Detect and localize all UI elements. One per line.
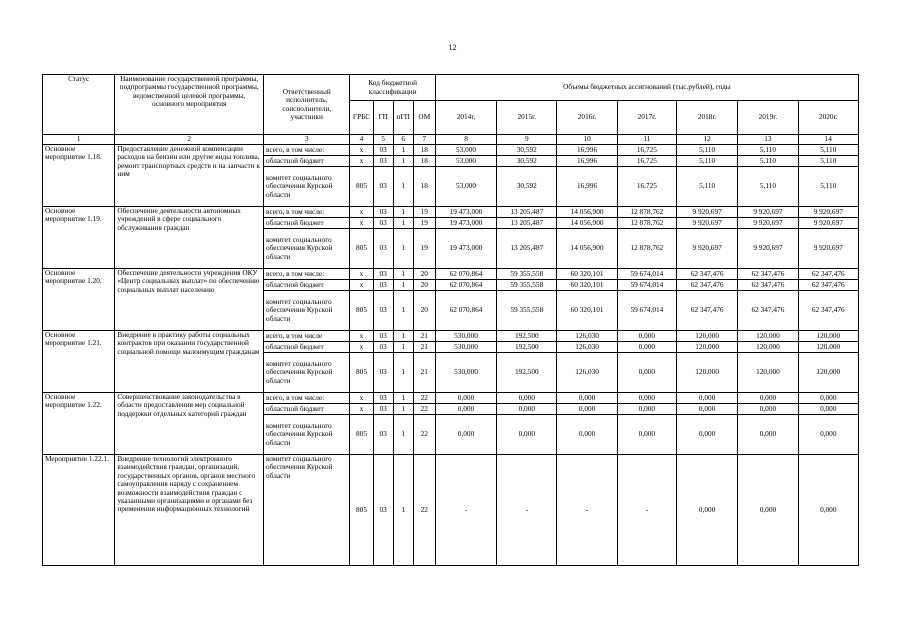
column-number: 10 xyxy=(557,135,617,145)
value-cell: 30,592 xyxy=(497,167,557,207)
code-cell: 20 xyxy=(413,269,435,280)
code-cell: 03 xyxy=(373,353,393,393)
value-cell: 53,000 xyxy=(435,167,496,207)
table-row xyxy=(43,269,859,280)
column-number-row xyxy=(43,135,859,145)
code-cell: 805 xyxy=(350,229,373,269)
code-cell: 03 xyxy=(373,415,393,455)
code-cell: 1 xyxy=(393,353,413,393)
status-cell: Основное мероприятие 1.22. xyxy=(43,393,115,455)
column-number: 8 xyxy=(435,135,496,145)
code-cell: 1 xyxy=(393,291,413,331)
value-cell: 120,000 xyxy=(798,342,858,353)
value-cell: 62 347,476 xyxy=(798,280,858,291)
code-cell: 03 xyxy=(373,207,393,218)
value-cell: 0,000 xyxy=(557,393,617,404)
header-year: 2020г. xyxy=(798,101,858,135)
code-cell: 1 xyxy=(393,404,413,415)
responsible-cell: областной бюджет xyxy=(264,404,350,415)
value-cell: 5,110 xyxy=(738,167,798,207)
status-cell: Основное мероприятие 1.18. xyxy=(43,145,115,207)
value-cell: 0,000 xyxy=(677,415,738,455)
value-cell: 62 347,476 xyxy=(677,269,738,280)
code-cell: 1 xyxy=(393,455,413,566)
code-cell: 805 xyxy=(350,455,373,566)
column-number: 11 xyxy=(617,135,676,145)
value-cell: 13 205,487 xyxy=(497,207,557,218)
value-cell: 120,000 xyxy=(738,342,798,353)
value-cell: 0,000 xyxy=(617,404,676,415)
code-cell: 1 xyxy=(393,229,413,269)
header-status: Статус xyxy=(43,75,115,135)
code-cell: х xyxy=(350,156,373,167)
value-cell: - xyxy=(557,455,617,566)
value-cell: - xyxy=(617,455,676,566)
value-cell: 62 347,476 xyxy=(738,291,798,331)
code-cell: х xyxy=(350,269,373,280)
table-row xyxy=(43,145,859,156)
table-row xyxy=(43,455,859,566)
name-cell: Внедрение технологий электронного взаимодействия граждан, организаций, государственных органов, органов местного самоуправления наряду с сохранением возможности взаимодействия граждан с указанными организациями и органами без применения информационных технологий xyxy=(115,455,264,566)
value-cell: 16,996 xyxy=(557,167,617,207)
responsible-cell: комитет социального обеспечения Курской области xyxy=(264,229,350,269)
code-cell: 1 xyxy=(393,156,413,167)
code-cell: х xyxy=(350,218,373,229)
value-cell: 16,996 xyxy=(557,145,617,156)
value-cell: 0,000 xyxy=(677,404,738,415)
value-cell: 9 920,697 xyxy=(738,207,798,218)
code-cell: 22 xyxy=(413,393,435,404)
header-year: 2016г. xyxy=(557,101,617,135)
value-cell: 0,000 xyxy=(435,404,496,415)
value-cell: 59 355,558 xyxy=(497,280,557,291)
table-body xyxy=(43,145,859,566)
column-number: 6 xyxy=(393,135,413,145)
responsible-cell: всего, в том числе: xyxy=(264,207,350,218)
responsible-cell: комитет социального обеспечения Курской области xyxy=(264,353,350,393)
value-cell: 0,000 xyxy=(497,393,557,404)
value-cell: 5,110 xyxy=(738,156,798,167)
value-cell: 0,000 xyxy=(738,393,798,404)
code-cell: 20 xyxy=(413,280,435,291)
value-cell: 5,110 xyxy=(677,167,738,207)
column-number: 13 xyxy=(738,135,798,145)
code-cell: 22 xyxy=(413,455,435,566)
responsible-cell: областной бюджет xyxy=(264,342,350,353)
value-cell: 53,000 xyxy=(435,156,496,167)
value-cell: 62 070,864 xyxy=(435,291,496,331)
value-cell: 0,000 xyxy=(798,455,858,566)
value-cell: 126,030 xyxy=(557,331,617,342)
value-cell: 0,000 xyxy=(617,415,676,455)
value-cell: 5,110 xyxy=(798,167,858,207)
value-cell: 530,000 xyxy=(435,353,496,393)
value-cell: 126,030 xyxy=(557,342,617,353)
header-volumes-group: Объемы бюджетных ассигнований (тыс.рублей), годы xyxy=(435,75,858,101)
code-cell: 1 xyxy=(393,280,413,291)
value-cell: 530,000 xyxy=(435,331,496,342)
value-cell: 5,110 xyxy=(677,156,738,167)
status-cell: Основное мероприятие 1.19. xyxy=(43,207,115,269)
header-year: 2014г. xyxy=(435,101,496,135)
value-cell: 9 920,697 xyxy=(738,218,798,229)
code-cell: 18 xyxy=(413,167,435,207)
code-cell: 22 xyxy=(413,415,435,455)
responsible-cell: комитет социального обеспечения Курской области xyxy=(264,167,350,207)
status-cell: Основное мероприятие 1.21. xyxy=(43,331,115,393)
value-cell: 530,000 xyxy=(435,342,496,353)
responsible-cell: всего, в том числе: xyxy=(264,145,350,156)
value-cell: 192,500 xyxy=(497,353,557,393)
value-cell: 30,592 xyxy=(497,156,557,167)
value-cell: 0,000 xyxy=(435,415,496,455)
code-cell: х xyxy=(350,145,373,156)
value-cell: 0,000 xyxy=(617,353,676,393)
responsible-cell: всего, в том числе: xyxy=(264,269,350,280)
responsible-cell: областной бюджет xyxy=(264,156,350,167)
table-row xyxy=(43,207,859,218)
value-cell: 14 056,900 xyxy=(557,218,617,229)
value-cell: 19 473,000 xyxy=(435,229,496,269)
value-cell: 0,000 xyxy=(617,393,676,404)
value-cell: 0,000 xyxy=(557,415,617,455)
column-number: 12 xyxy=(677,135,738,145)
code-cell: 21 xyxy=(413,331,435,342)
value-cell: 59 674,014 xyxy=(617,269,676,280)
code-cell: 22 xyxy=(413,404,435,415)
value-cell: 12 878,762 xyxy=(617,218,676,229)
value-cell: - xyxy=(497,455,557,566)
code-cell: 18 xyxy=(413,145,435,156)
status-cell: Мероприятие 1.22.1. xyxy=(43,455,115,566)
code-cell: 03 xyxy=(373,167,393,207)
name-cell: Внедрение в практику работы социальных контрактов при оказании государственной социальной помощи малоимущим гражданам xyxy=(115,331,264,393)
value-cell: 120,000 xyxy=(738,353,798,393)
value-cell: 0,000 xyxy=(738,455,798,566)
value-cell: 0,000 xyxy=(798,404,858,415)
code-cell: х xyxy=(350,280,373,291)
code-cell: 1 xyxy=(393,393,413,404)
code-cell: х xyxy=(350,404,373,415)
budget-table xyxy=(42,74,859,566)
status-cell: Основное мероприятие 1.20. xyxy=(43,269,115,331)
responsible-cell: комитет социального обеспечения Курской области xyxy=(264,291,350,331)
value-cell: 0,000 xyxy=(677,393,738,404)
value-cell: 62 070,864 xyxy=(435,269,496,280)
name-cell: Совершенствование законодательства в области предоставления мер социальной поддержки отдельных категорий граждан xyxy=(115,393,264,455)
value-cell: 126,030 xyxy=(557,353,617,393)
header-code: ГРБС xyxy=(350,101,373,135)
code-cell: 1 xyxy=(393,342,413,353)
code-cell: х xyxy=(350,393,373,404)
column-number: 4 xyxy=(350,135,373,145)
value-cell: 9 920,697 xyxy=(738,229,798,269)
code-cell: 03 xyxy=(373,229,393,269)
value-cell: 62 347,476 xyxy=(798,291,858,331)
code-cell: 1 xyxy=(393,331,413,342)
code-cell: 1 xyxy=(393,415,413,455)
value-cell: 16,725 xyxy=(617,145,676,156)
value-cell: 0,000 xyxy=(497,404,557,415)
value-cell: 9 920,697 xyxy=(677,229,738,269)
name-cell: Предоставление денежной компенсации расходов на бензин или другие виды топлива, ремонт транспортных средств и на запчасти к ним xyxy=(115,145,264,207)
header-code: ОМ xyxy=(413,101,435,135)
code-cell: х xyxy=(350,331,373,342)
value-cell: 0,000 xyxy=(617,342,676,353)
value-cell: 62 347,476 xyxy=(798,269,858,280)
code-cell: х xyxy=(350,342,373,353)
column-number: 2 xyxy=(115,135,264,145)
column-number: 5 xyxy=(373,135,393,145)
code-cell: 03 xyxy=(373,218,393,229)
page-number: 12 xyxy=(448,43,457,52)
code-cell: 805 xyxy=(350,167,373,207)
value-cell: 14 056,900 xyxy=(557,229,617,269)
header-year: 2015г. xyxy=(497,101,557,135)
value-cell: 53,000 xyxy=(435,145,496,156)
value-cell: 0,000 xyxy=(557,404,617,415)
value-cell: 59 355,558 xyxy=(497,291,557,331)
value-cell: 5,110 xyxy=(677,145,738,156)
value-cell: 62 347,476 xyxy=(738,269,798,280)
responsible-cell: комитет социального обеспечения Курской области xyxy=(264,455,350,566)
value-cell: 62 070,864 xyxy=(435,280,496,291)
value-cell: 59 674,014 xyxy=(617,291,676,331)
table-row xyxy=(43,393,859,404)
value-cell: 16,996 xyxy=(557,156,617,167)
value-cell: 19 473,000 xyxy=(435,207,496,218)
code-cell: 1 xyxy=(393,207,413,218)
header-name: Наименование государственной программы, подпрограммы государственной программы, ведомственной целевой программы, основного мероприятия xyxy=(115,75,264,135)
value-cell: 59 674,014 xyxy=(617,280,676,291)
code-cell: 03 xyxy=(373,393,393,404)
value-cell: 60 320,101 xyxy=(557,269,617,280)
header-code: пГП xyxy=(393,101,413,135)
value-cell: 14 056,900 xyxy=(557,207,617,218)
name-cell: Обеспечение деятельности автономных учреждений в сфере социального обслуживания граждан xyxy=(115,207,264,269)
responsible-cell: областной бюджет xyxy=(264,218,350,229)
column-number: 7 xyxy=(413,135,435,145)
code-cell: 18 xyxy=(413,156,435,167)
value-cell: 9 920,697 xyxy=(677,218,738,229)
value-cell: 0,000 xyxy=(435,393,496,404)
value-cell: 9 920,697 xyxy=(798,207,858,218)
header-year: 2017г. xyxy=(617,101,676,135)
value-cell: 5,110 xyxy=(738,145,798,156)
value-cell: 0,000 xyxy=(738,404,798,415)
code-cell: 03 xyxy=(373,145,393,156)
value-cell: 5,110 xyxy=(798,145,858,156)
table-row xyxy=(43,331,859,342)
code-cell: 03 xyxy=(373,269,393,280)
value-cell: 9 920,697 xyxy=(677,207,738,218)
code-cell: 21 xyxy=(413,353,435,393)
value-cell: 12 878,762 xyxy=(617,207,676,218)
value-cell: 192,500 xyxy=(497,342,557,353)
value-cell: 62 347,476 xyxy=(677,291,738,331)
column-number: 1 xyxy=(43,135,115,145)
responsible-cell: всего, в том числе xyxy=(264,331,350,342)
responsible-cell: комитет социального обеспечения Курской области xyxy=(264,415,350,455)
value-cell: 12 878,762 xyxy=(617,229,676,269)
value-cell: 62 347,476 xyxy=(677,280,738,291)
code-cell: 805 xyxy=(350,291,373,331)
column-number: 9 xyxy=(497,135,557,145)
code-cell: 805 xyxy=(350,353,373,393)
value-cell: - xyxy=(435,455,496,566)
code-cell: 1 xyxy=(393,218,413,229)
code-cell: 20 xyxy=(413,291,435,331)
code-cell: х xyxy=(350,207,373,218)
value-cell: 120,000 xyxy=(798,331,858,342)
value-cell: 0,000 xyxy=(497,415,557,455)
value-cell: 9 920,697 xyxy=(798,229,858,269)
value-cell: 120,000 xyxy=(677,331,738,342)
name-cell: Обеспечение деятельности учреждения ОКУ «Центр социальных выплат» по обеспечению социальных выплат населению xyxy=(115,269,264,331)
code-cell: 03 xyxy=(373,404,393,415)
value-cell: 0,000 xyxy=(738,415,798,455)
value-cell: 16,725 xyxy=(617,156,676,167)
value-cell: 59 355,558 xyxy=(497,269,557,280)
code-cell: 03 xyxy=(373,291,393,331)
value-cell: 62 347,476 xyxy=(738,280,798,291)
value-cell: 60 320,101 xyxy=(557,280,617,291)
code-cell: 19 xyxy=(413,207,435,218)
value-cell: 30,592 xyxy=(497,145,557,156)
value-cell: 120,000 xyxy=(677,342,738,353)
code-cell: 21 xyxy=(413,342,435,353)
code-cell: 03 xyxy=(373,280,393,291)
code-cell: 19 xyxy=(413,218,435,229)
value-cell: 9 920,697 xyxy=(798,218,858,229)
code-cell: 1 xyxy=(393,167,413,207)
value-cell: 16,725 xyxy=(617,167,676,207)
column-number: 14 xyxy=(798,135,858,145)
header-code: ГП xyxy=(373,101,393,135)
value-cell: 60 320,101 xyxy=(557,291,617,331)
code-cell: 19 xyxy=(413,229,435,269)
header-code-group: Код бюджетной классификации xyxy=(350,75,435,101)
value-cell: 13 205,487 xyxy=(497,229,557,269)
column-number: 3 xyxy=(264,135,350,145)
code-cell: 805 xyxy=(350,415,373,455)
code-cell: 1 xyxy=(393,269,413,280)
code-cell: 03 xyxy=(373,331,393,342)
code-cell: 03 xyxy=(373,342,393,353)
value-cell: 5,110 xyxy=(798,156,858,167)
value-cell: 19 473,000 xyxy=(435,218,496,229)
value-cell: 0,000 xyxy=(617,331,676,342)
value-cell: 192,500 xyxy=(497,331,557,342)
code-cell: 03 xyxy=(373,156,393,167)
value-cell: 120,000 xyxy=(798,353,858,393)
value-cell: 0,000 xyxy=(798,415,858,455)
value-cell: 120,000 xyxy=(738,331,798,342)
value-cell: 120,000 xyxy=(677,353,738,393)
value-cell: 0,000 xyxy=(677,455,738,566)
value-cell: 13 205,487 xyxy=(497,218,557,229)
responsible-cell: областной бюджет xyxy=(264,280,350,291)
code-cell: 03 xyxy=(373,455,393,566)
header-year: 2019г. xyxy=(738,101,798,135)
header-responsible: Ответственный исполнитель, соисполнители, участники xyxy=(264,75,350,135)
header-year: 2018г. xyxy=(677,101,738,135)
value-cell: 0,000 xyxy=(798,393,858,404)
code-cell: 1 xyxy=(393,145,413,156)
responsible-cell: всего, в том числе: xyxy=(264,393,350,404)
